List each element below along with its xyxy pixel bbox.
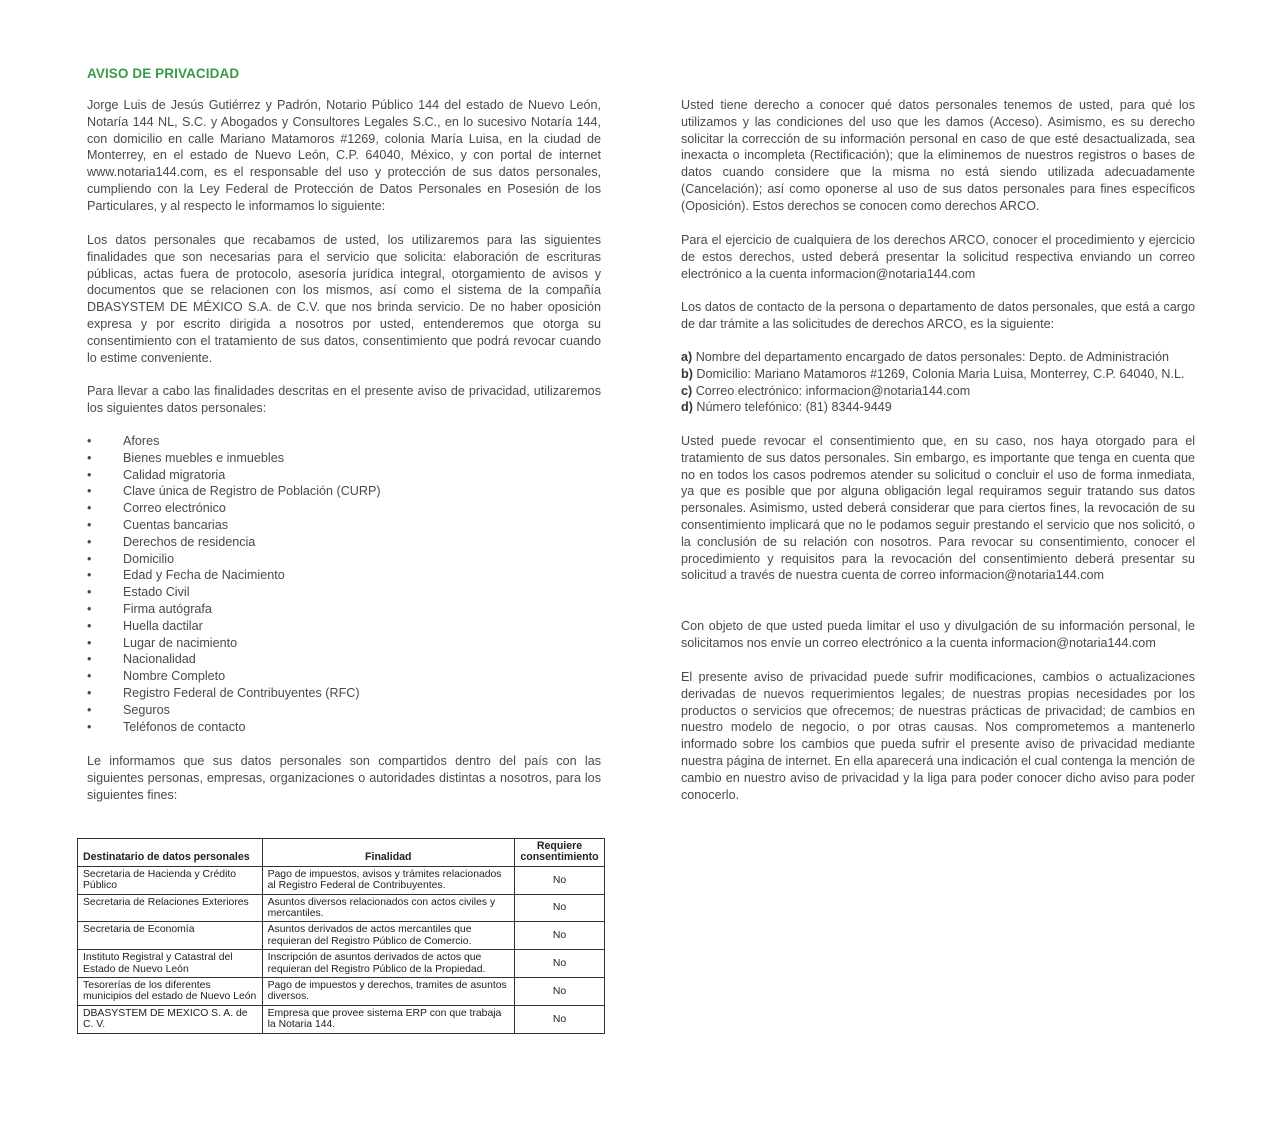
list-item [87,483,601,500]
table-row [78,922,605,950]
arco-rights-paragraph: Usted tiene derecho a conocer qué datos personales tenemos de usted, para qué los utilizamos y las condiciones del uso que les damos (Acceso). Asimismo, es su derecho solicitar la corrección de su información personal en caso de que esté desactualizada, sea inexacta o incompleta (Rectificación); que la eliminemos de nuestros registros o bases de datos cuando considere que la misma no está siendo utilizada adecuadamente (Cancelación); así como oponerse al uso de sus datos personales para fines específicos (Oposición). Estos derechos se conocen como derechos ARCO. [681,98,1195,213]
bullet-icon: • [87,501,92,516]
bullet-icon: • [87,517,92,532]
bullet-icon: • [87,601,92,616]
recipient-cell: Secretaria de Hacienda y Crédito Público [78,866,263,894]
consent-cell: No [514,922,604,950]
list-item-label: Nacionalidad [123,652,196,667]
revoke-consent-paragraph: Usted puede revocar el consentimiento que, en su caso, nos haya otorgado para el tratamiento de sus datos personales. Sin embargo, es importante que tenga en cuenta que no en todos los casos podremos atender su solicitud o concluir el uso de forma inmediata, ya que es posible que por alguna obligación legal requiramos seguir tratando sus datos personales. Asimismo, usted deberá considerar que para ciertos fines, la revocación de su consentimiento implicará que no le podamos seguir prestando el servicio que nos solicitó, o la conclusión de su relación con nosotros. Para revocar su consentimiento, conocer el procedimiento y requisitos para la revocación del consentimiento deberá presentar su solicitud a través de nuestra cuenta de correo informacion@notaria144.com [681,434,1195,583]
bullet-icon: • [87,652,92,667]
contact-letter: a) [681,350,693,364]
list-item [87,584,601,601]
list-item [87,618,601,635]
contact-item [681,349,1211,366]
contact-text: Domicilio: Mariano Matamoros #1269, Colonia Maria Luisa, Monterrey, C.P. 64040, N.L. [696,366,1185,381]
list-item [87,651,601,668]
list-item-label: Edad y Fecha de Nacimiento [123,568,285,583]
consent-cell: No [514,978,604,1006]
consent-cell: No [514,866,604,894]
purpose-cell: Empresa que provee sistema ERP con que trabaja la Notaria 144. [262,1005,514,1033]
list-item-label: Clave única de Registro de Población (CURP) [123,484,381,499]
arco-exercise-paragraph: Para el ejercicio de cualquiera de los derechos ARCO, conocer el procedimiento y ejercicio de estos derechos, usted deberá presentar la solicitud respectiva enviando un correo electrónico a la cuenta informacion@notaria144.com [681,233,1195,281]
bullet-icon: • [87,551,92,566]
purpose-cell: Pago de impuestos, avisos y trámites relacionados al Registro Federal de Contribuyentes. [262,866,514,894]
list-item [87,719,601,736]
list-item-label: Correo electrónico [123,501,226,516]
list-item [87,685,601,702]
list-item-label: Registro Federal de Contribuyentes (RFC) [123,685,360,700]
list-item-label: Nombre Completo [123,669,226,684]
contact-letter: d) [681,400,693,415]
contact-item [681,399,1211,416]
purpose-cell: Pago de impuestos y derechos, tramites de asuntos diversos. [262,978,514,1006]
bullet-icon: • [87,618,92,633]
purpose-cell: Asuntos derivados de actos mercantiles que requieran del Registro Público de Comercio. [262,922,514,950]
list-item [87,567,601,584]
list-item [87,500,601,517]
shared-data-paragraph: Le informamos que sus datos personales son compartidos dentro del país con las siguientes personas, empresas, organizaciones o autoridades distintas a nosotros, para los siguientes fines: [87,754,601,802]
table-row [78,866,605,894]
list-item-label: Lugar de nacimiento [123,635,238,650]
bullet-icon: • [87,568,92,583]
list-item [87,450,601,467]
list-item-label: Calidad migratoria [123,467,226,482]
contact-text: Nombre del departamento encargado de datos personales: Depto. de Administración [695,350,1169,364]
list-item-label: Afores [123,434,160,448]
bullet-icon: • [87,434,92,448]
header-consent: Requiere consentimiento [514,839,604,867]
list-item-label: Derechos de residencia [123,534,256,549]
list-item [87,668,601,685]
purpose-paragraph: Los datos personales que recabamos de usted, los utilizaremos para las siguientes finalidades que son necesarias para el servicio que solicita: elaboración de escrituras públicas, actas fuera de protocolo, asesoría jurídica integral, otorgamiento de avisos y documentos que se relacionen con los mismos, así como el sistema de la compañía DBASYSTEM DE MÉXICO S.A. de C.V. que nos brinda servicio. De no haber oposición expresa y por escrito dirigida a nosotros por usted, entenderemos que otorga su consentimiento con el tratamiento de sus datos, consentimiento que podrá revocar cuando lo estime conveniente. [87,233,601,365]
contact-text: Correo electrónico: informacion@notaria144.com [695,383,971,398]
bullet-icon: • [87,669,92,684]
contact-intro-paragraph: Los datos de contacto de la persona o departamento de datos personales, que está a cargo de dar trámite a las solicitudes de derechos ARCO, es la siguiente: [681,300,1195,331]
consent-cell: No [514,894,604,922]
data-recipients-table [77,838,605,1034]
bullet-icon: • [87,467,92,482]
contact-list [681,349,1211,416]
intro-paragraph: Jorge Luis de Jesús Gutiérrez y Padrón, Notario Público 144 del estado de Nuevo León, Notaría 144 NL, S.C. y Abogados y Consultores Legales S.C., en lo sucesivo Notaría 144, con domicilio en calle Mariano Matamoros #1269, colonia María Luisa, en la ciudad de Monterrey, en el estado de Nuevo León, C.P. 64040, México, y con portal de internet www.notaria144.com, es el responsable del uso y protección de sus datos personales, cumpliendo con la Ley Federal de Protección de Datos Personales en Posesión de los Particulares, y al respecto le informamos lo siguiente: [87,98,601,213]
recipient-cell: Tesorerías de los diferentes municipios del estado de Nuevo León [78,978,263,1006]
data-used-paragraph: Para llevar a cabo las finalidades descritas en el presente aviso de privacidad, utilizaremos los siguientes datos personales: [87,384,601,415]
bullet-icon: • [87,635,92,650]
bullet-icon: • [87,484,92,499]
list-item-label: Huella dactilar [123,618,203,633]
bullet-icon: • [87,685,92,700]
list-item-label: Seguros [123,702,170,717]
header-recipient: Destinatario de datos personales [78,839,263,867]
purpose-cell: Asuntos diversos relacionados con actos civiles y mercantiles. [262,894,514,922]
list-item [87,517,601,534]
list-item-label: Domicilio [123,551,175,566]
bullet-icon: • [87,702,92,717]
header-purpose: Finalidad [262,839,514,867]
list-item [87,635,601,652]
table-row [78,978,605,1006]
list-item-label: Firma autógrafa [123,601,212,616]
contact-item [681,383,1211,400]
recipient-cell: Instituto Registral y Catastral del Estado de Nuevo León [78,950,263,978]
list-item [87,702,601,719]
purpose-cell: Inscripción de asuntos derivados de actos que requieran del Registro Público de la Propiedad. [262,950,514,978]
personal-data-list [87,433,601,735]
consent-cell: No [514,950,604,978]
bullet-icon: • [87,585,92,600]
list-item-label: Teléfonos de contacto [123,719,246,734]
list-item [87,433,601,450]
modifications-paragraph: El presente aviso de privacidad puede sufrir modificaciones, cambios o actualizaciones derivadas de nuevos requerimientos legales; de nuestras propias necesidades por los productos o servicios que ofrecemos; de nuestras prácticas de privacidad; de cambios en nuestro modelo de negocio, o por otras causas. Nos comprometemos a mantenerlo informado sobre los cambios que pueda sufrir el presente aviso de privacidad mediante nuestra página de internet. En ella aparecerá una indicación el cual contenga la mención de cambio en nuestro aviso de privacidad y la liga para poder conocer dicho aviso para poder conocerlo. [681,670,1195,802]
table-row [78,1005,605,1033]
list-item [87,601,601,618]
list-item [87,551,601,568]
list-item-label: Bienes muebles e inmuebles [123,450,285,465]
consent-cell: No [514,1005,604,1033]
recipient-cell: Secretaria de Relaciones Exteriores [78,894,263,922]
list-item-label: Cuentas bancarias [123,517,229,532]
page-title: AVISO DE PRIVACIDAD [87,66,240,81]
list-item-label: Estado Civil [123,585,190,600]
bullet-icon: • [87,450,92,465]
table-row [78,894,605,922]
contact-letter: b) [681,366,693,381]
table-header-row [78,839,605,867]
contact-text: Número telefónico: (81) 8344-9449 [696,400,892,415]
recipient-cell: DBASYSTEM DE MEXICO S. A. de C. V. [78,1005,263,1033]
bullet-icon: • [87,534,92,549]
list-item [87,467,601,484]
bullet-icon: • [87,719,92,734]
recipient-cell: Secretaria de Economía [78,922,263,950]
contact-item [681,366,1211,383]
contact-letter: c) [681,383,693,398]
limit-use-paragraph: Con objeto de que usted pueda limitar el uso y divulgación de su información personal, le solicitamos nos envíe un correo electrónico a la cuenta informacion@notaria144.com [681,619,1195,650]
table-row [78,950,605,978]
list-item [87,534,601,551]
